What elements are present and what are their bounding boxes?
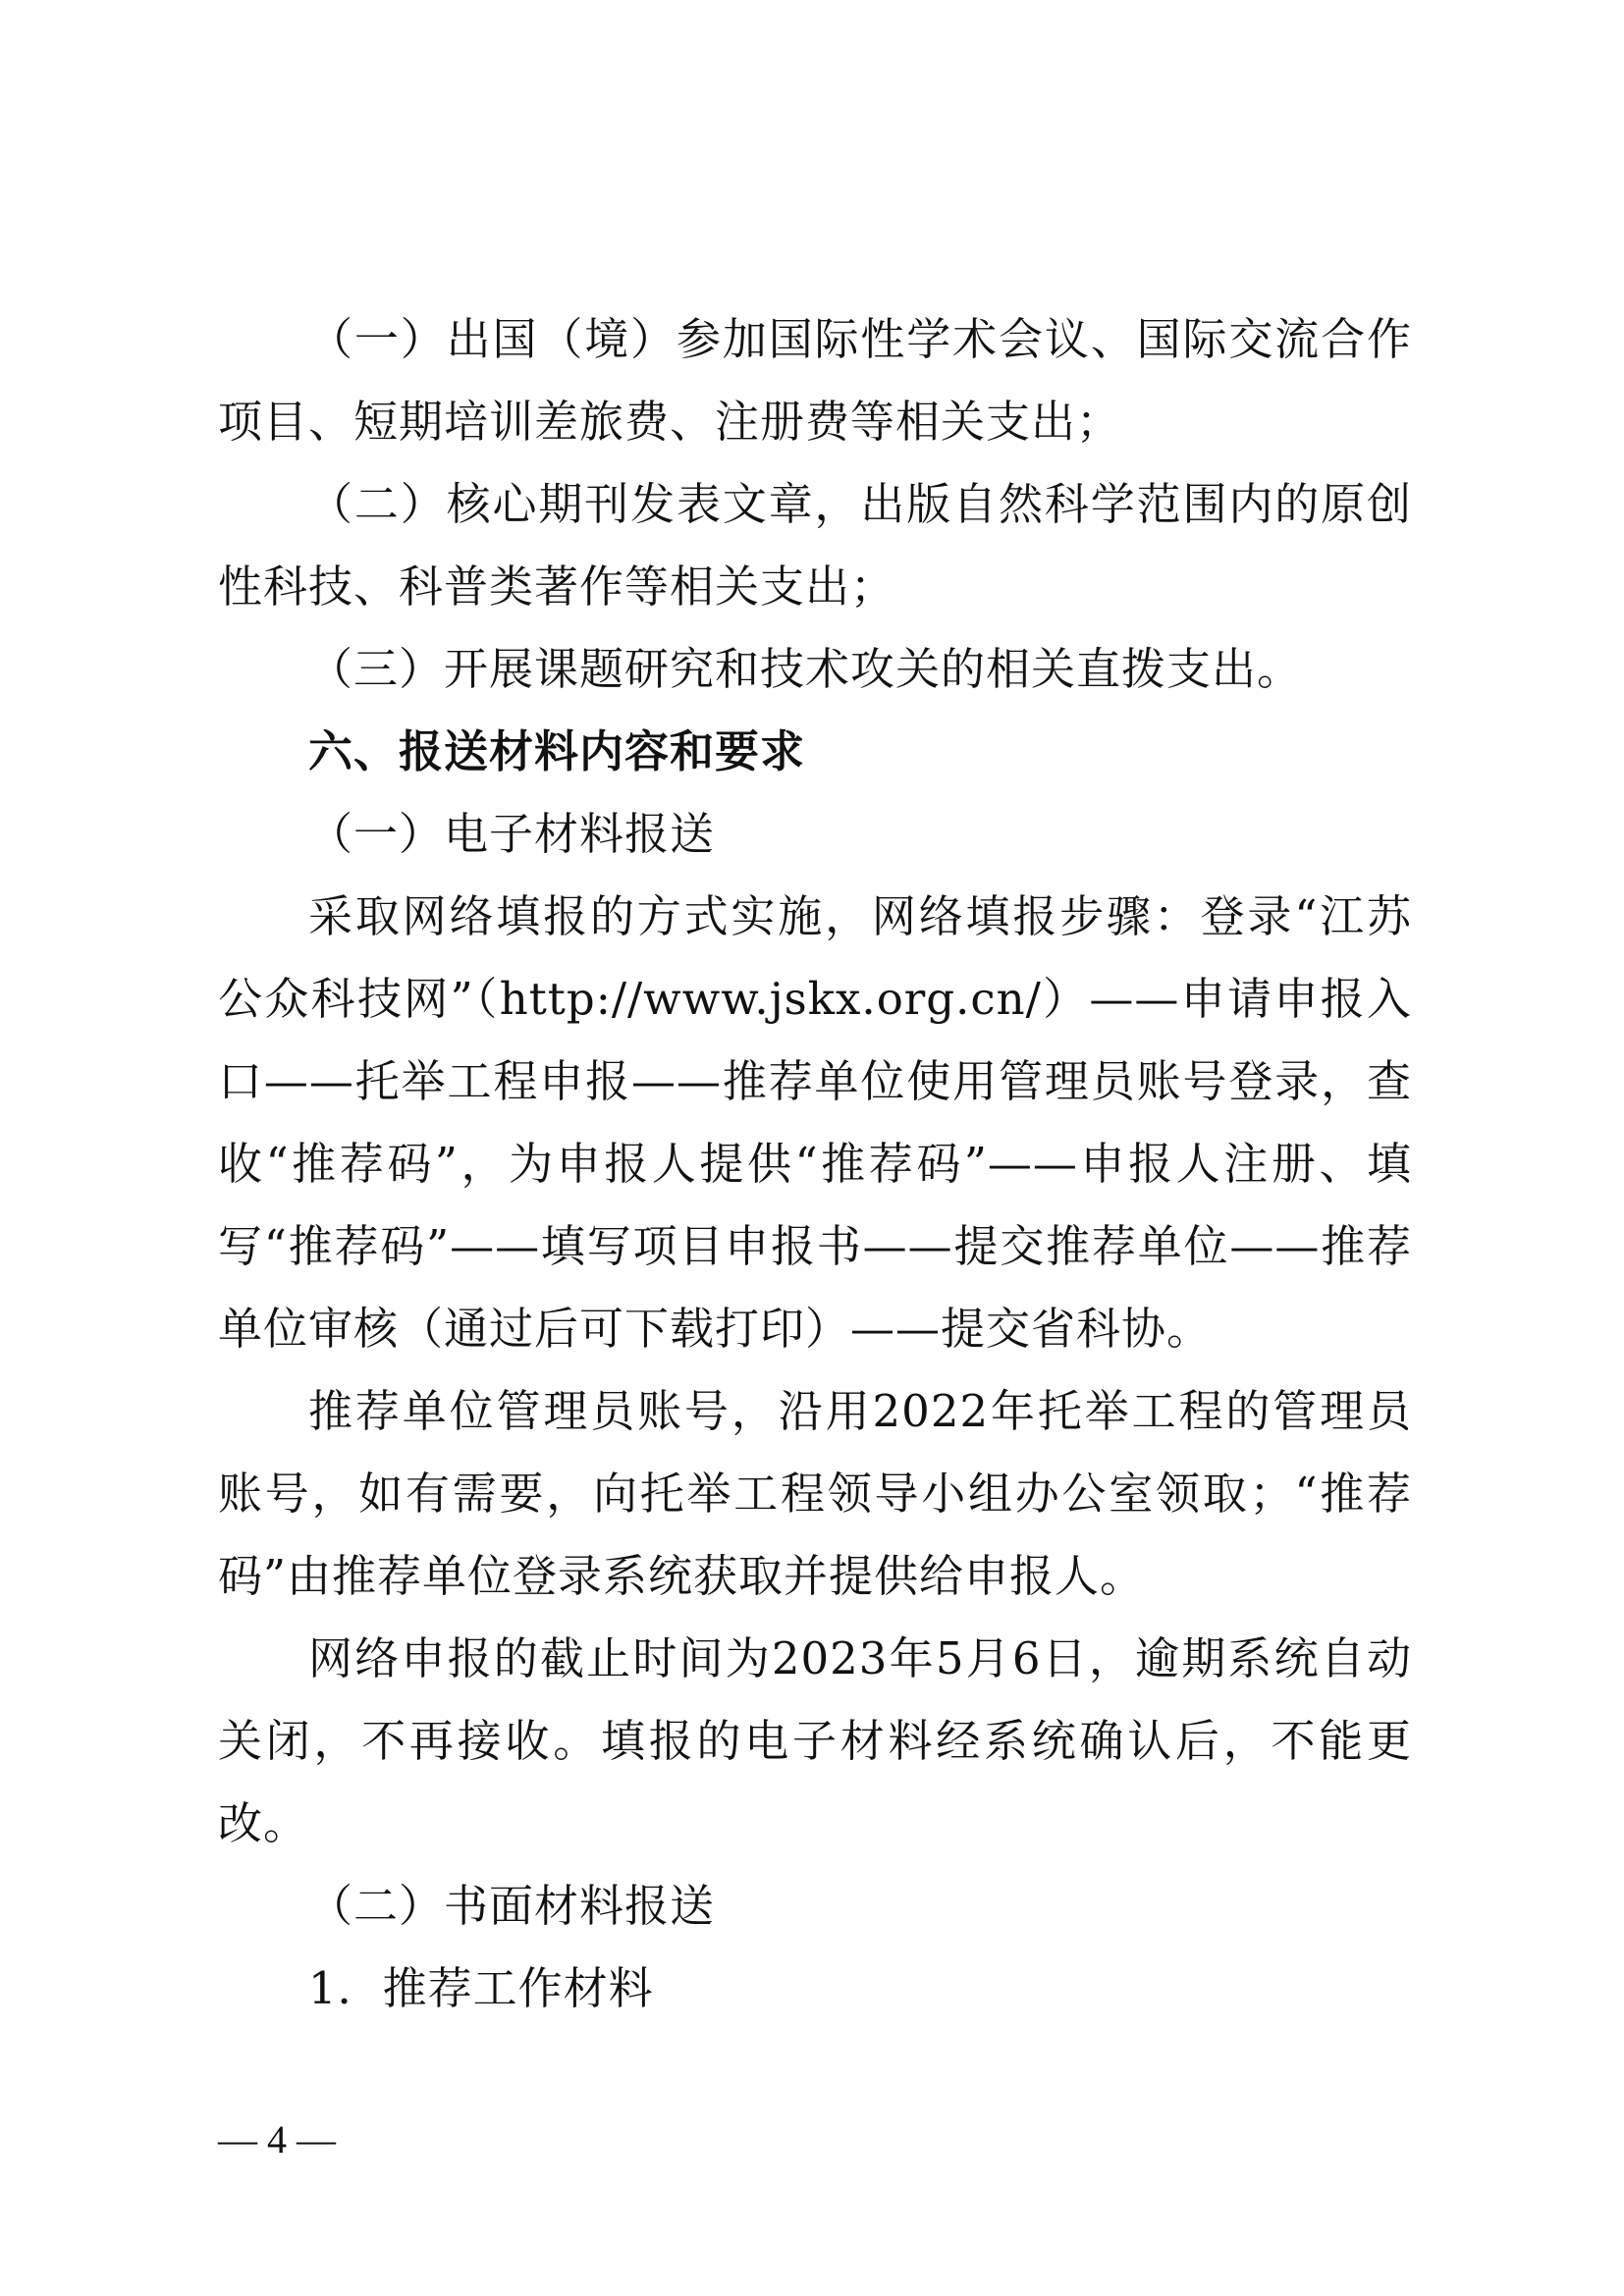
- page-number: — 4 —: [218, 2117, 336, 2162]
- paragraph-online-steps: 采取网络填报的方式实施，网络填报步骤：登录“江苏公众科技网”（http://www.jskx.org.cn/）——申请申报入口——托举工程申报——推荐单位使用管理员账号登录，查收“推荐码”，为申报人提供“推荐码”——申报人注册、填写“推荐码”——填写项目申报书——提交推荐单位——推荐单位审核（通过后可下载打印）——提交省科协。: [218, 890, 1412, 1355]
- paragraph-expense-publication: （二）核心期刊发表文章，出版自然科学范围内的原创性科技、科普类著作等相关支出；: [218, 478, 1412, 613]
- paragraph-deadline: 网络申报的截止时间为2023年5月6日，逾期系统自动关闭，不再接收。填报的电子材料经系统确认后，不能更改。: [218, 1632, 1412, 1849]
- paragraph-admin-account: 推荐单位管理员账号，沿用2022年托举工程的管理员账号，如有需要，向托举工程领导小组办公室领取；“推荐码”由推荐单位登录系统获取并提供给申报人。: [218, 1385, 1412, 1602]
- paragraph-expense-abroad: （一）出国（境）参加国际性学术会议、国际交流合作项目、短期培训差旅费、注册费等相关支出；: [218, 313, 1412, 448]
- paragraph-expense-research: （三）开展课题研究和技术攻关的相关直拨支出。: [308, 643, 1303, 695]
- document-body: [218, 298, 1412, 2030]
- section-heading-materials: 六、报送材料内容和要求: [308, 725, 806, 777]
- item-recommendation-materials: 1．推荐工作材料: [308, 1962, 654, 2014]
- sub-heading-paper: （二）书面材料报送: [308, 1880, 716, 1932]
- sub-heading-electronic: （一）电子材料报送: [308, 808, 716, 860]
